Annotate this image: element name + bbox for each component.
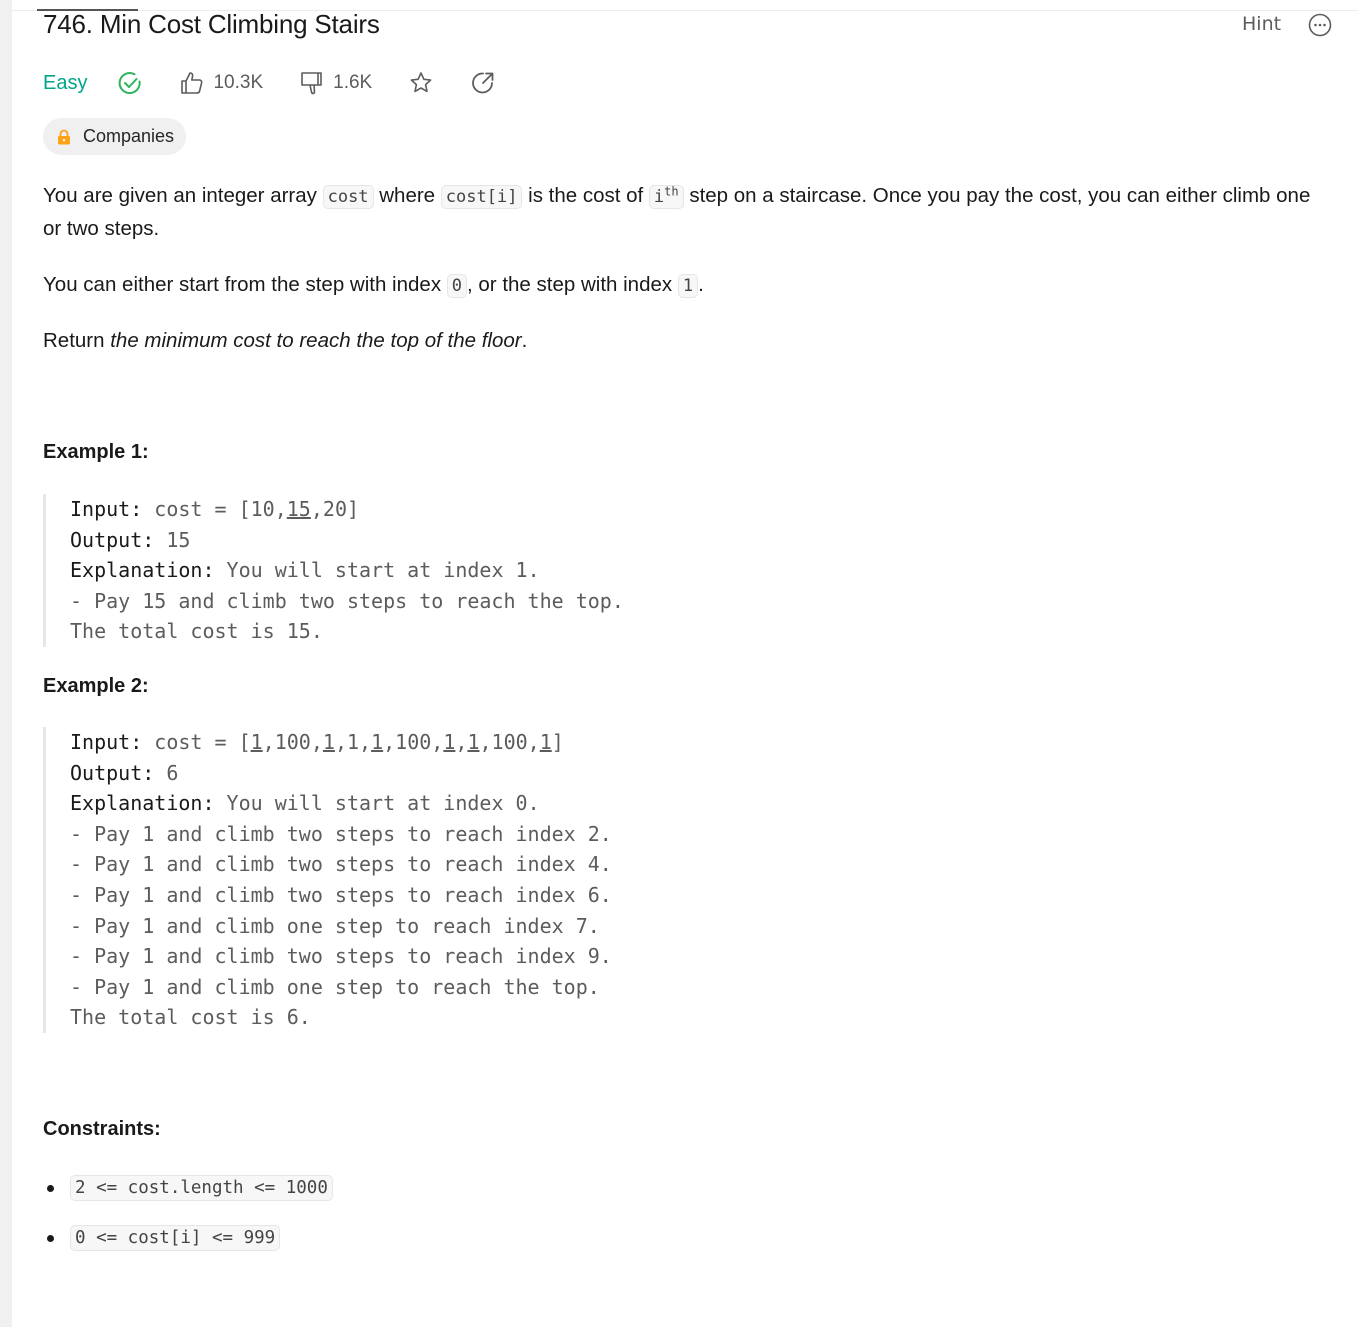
description-paragraph-2: [43, 269, 1333, 302]
text: i: [653, 187, 665, 207]
input-prefix: cost = [: [142, 497, 251, 521]
text: .: [521, 329, 528, 352]
star-icon[interactable]: [408, 70, 434, 96]
bullet: [47, 1185, 54, 1192]
example-explanation-line: [70, 555, 624, 586]
description-paragraph-1: [43, 180, 1333, 245]
output-label: Output:: [70, 760, 155, 785]
explanation-text: - Pay 1 and climb two steps to reach index 6.: [70, 882, 612, 907]
example-explanation-line: [70, 819, 612, 850]
separator: ,: [310, 730, 323, 754]
separator: ,: [262, 730, 275, 754]
problem-meta-row: [43, 66, 532, 100]
input-value: 100: [491, 730, 528, 754]
explanation-text: - Pay 1 and climb two steps to reach index 9.: [70, 944, 612, 969]
input-prefix: cost = [: [142, 730, 251, 754]
example-explanation-line: [70, 788, 612, 819]
separator: ,: [383, 730, 396, 754]
input-value: 15: [286, 497, 311, 521]
inline-code: cost: [323, 185, 374, 209]
text: where: [373, 184, 441, 207]
separator: ,: [274, 497, 287, 521]
explanation-text: - Pay 1 and climb one step to reach the top.: [70, 974, 600, 999]
inline-code: 2 <= cost.length <= 1000: [70, 1175, 333, 1201]
lock-icon: [57, 129, 71, 145]
text: You can either start from the step with index: [43, 273, 447, 296]
example-explanation-line: [70, 911, 612, 942]
like-button[interactable]: [179, 70, 263, 96]
input-value: 100: [395, 730, 432, 754]
explanation-text: The total cost is 15.: [70, 619, 323, 644]
example-2-block: [43, 727, 612, 1033]
output-value: 6: [154, 760, 179, 785]
input-value: 1: [322, 730, 335, 754]
separator: ,: [431, 730, 444, 754]
example-2-heading: Example 2:: [43, 675, 149, 697]
explanation-text: You will start at index 1.: [214, 558, 540, 583]
input-label: Input:: [70, 497, 143, 521]
check-circle-icon: [117, 70, 143, 96]
example-explanation-line: [70, 880, 612, 911]
title-row: [43, 6, 1343, 42]
companies-button[interactable]: [43, 118, 186, 155]
inline-code: 0: [447, 274, 467, 298]
example-explanation-line: [70, 941, 612, 972]
dislike-button[interactable]: [299, 70, 372, 96]
input-value: 1: [443, 730, 456, 754]
input-value: 1: [539, 730, 552, 754]
thumbs-down-icon: [299, 70, 325, 96]
explanation-text: The total cost is 6.: [70, 1005, 311, 1030]
explanation-text: - Pay 1 and climb two steps to reach index 2.: [70, 821, 612, 846]
difficulty-badge: Easy: [43, 71, 88, 94]
explanation-text: - Pay 15 and climb two steps to reach the top.: [70, 588, 624, 613]
separator: ,: [479, 730, 492, 754]
companies-label: Companies: [83, 126, 175, 146]
emphasis: the minimum cost to reach the top of the floor: [110, 329, 522, 352]
example-output-line: [70, 758, 612, 789]
input-suffix: ]: [551, 730, 564, 754]
text: is the cost of: [522, 184, 649, 207]
inline-code: 0 <= cost[i] <= 999: [70, 1225, 280, 1251]
bullet: [47, 1235, 54, 1242]
share-icon[interactable]: [470, 70, 496, 96]
text: You are given an integer array: [43, 184, 323, 207]
input-value: 1: [371, 730, 384, 754]
constraint-item: [43, 1222, 280, 1254]
problem-title: 746. Min Cost Climbing Stairs: [43, 9, 380, 39]
explanation-label: Explanation:: [70, 558, 215, 583]
text: , or the step with index: [467, 273, 678, 296]
description-paragraph-3: [43, 325, 1333, 357]
explanation-text: - Pay 1 and climb one step to reach index 7.: [70, 913, 600, 938]
input-value: 1: [250, 730, 263, 754]
separator: ,: [455, 730, 468, 754]
text: .: [698, 273, 704, 296]
separator: ,: [310, 497, 323, 521]
input-value: 100: [274, 730, 311, 754]
output-label: Output:: [70, 527, 155, 552]
constraints-heading: Constraints:: [43, 1118, 161, 1140]
ellipsis-circle-icon[interactable]: [1308, 13, 1332, 37]
inline-code: 1: [678, 274, 698, 298]
explanation-label: Explanation:: [70, 791, 215, 816]
hint-button[interactable]: Hint: [1242, 13, 1282, 35]
input-suffix: ]: [347, 497, 360, 521]
thumbs-up-icon: [179, 70, 205, 96]
example-1-block: [43, 494, 624, 647]
example-explanation-line: [70, 1002, 612, 1033]
input-label: Input:: [70, 730, 143, 754]
example-output-line: [70, 525, 624, 556]
explanation-text: You will start at index 0.: [214, 791, 540, 816]
input-value: 1: [346, 730, 360, 754]
input-value: 1: [467, 730, 480, 754]
example-1-heading: Example 1:: [43, 441, 149, 463]
text: Return: [43, 329, 111, 352]
like-count: 10.3K: [213, 72, 264, 93]
example-explanation-line: [70, 849, 612, 880]
separator: ,: [334, 730, 347, 754]
separator: ,: [527, 730, 540, 754]
constraint-item: [43, 1172, 333, 1204]
example-explanation-line: [70, 972, 612, 1003]
inline-code: [649, 185, 684, 209]
left-panel-edge: [0, 0, 12, 1327]
separator: ,: [359, 730, 372, 754]
example-input-line: [70, 727, 612, 758]
text: step on a staircase. Once you pay the cost, you can either climb one or two steps.: [43, 184, 1311, 240]
dislike-count: 1.6K: [333, 72, 373, 93]
inline-code: cost[i]: [441, 185, 523, 209]
input-value: 10: [250, 497, 275, 521]
explanation-text: - Pay 1 and climb two steps to reach index 4.: [70, 852, 612, 877]
input-value: 20: [322, 497, 347, 521]
output-value: 15: [154, 527, 191, 552]
superscript: th: [664, 184, 679, 199]
example-explanation-line: [70, 616, 624, 647]
example-explanation-line: [70, 586, 624, 617]
example-input-line: [70, 494, 624, 525]
